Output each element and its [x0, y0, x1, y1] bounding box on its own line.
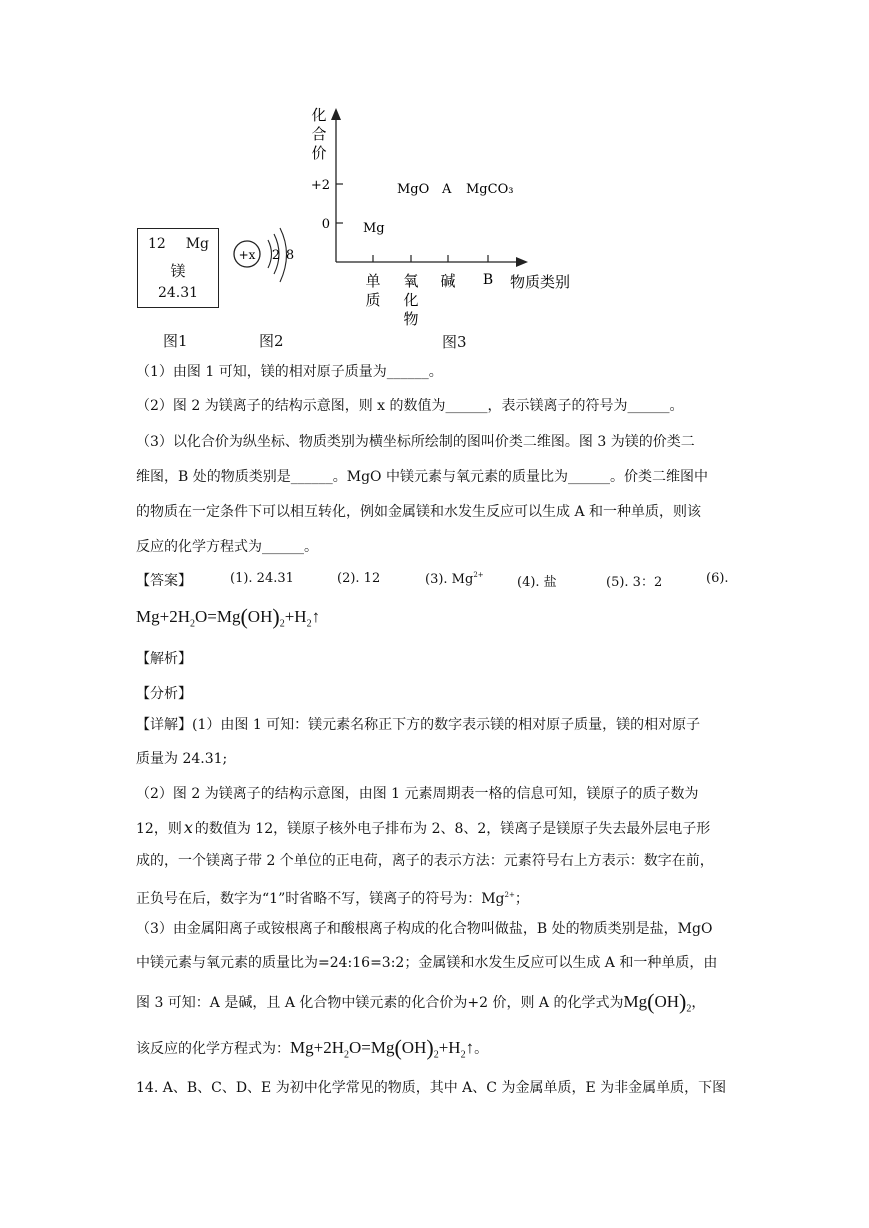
- detail-line-7: （3）由金属阳离子或铵根离子和酸根离子构成的化合物叫做盐，B 处的物质类别是盐，MgO: [136, 921, 713, 937]
- x-category-2-char-1: 氧: [403, 272, 419, 290]
- x-axis-label: 物质类别: [510, 273, 571, 291]
- y-axis-label-char-3: 价: [311, 144, 327, 162]
- x-category-2-char-2: 化: [403, 291, 419, 309]
- x-category-3: 碱: [440, 272, 456, 290]
- x-category-4: B: [482, 272, 494, 288]
- question-3-line-2: 维图，B 处的物质类别是______。MgO 中镁元素与氧元素的质量比为______。价类二维图中: [136, 469, 708, 485]
- point-mg: Mg: [363, 221, 385, 236]
- detail-line-9: 图 3 可知：A 是碱，且 A 化合物中镁元素的化合价为+2 价，则 A 的化学式为$Mg(OH)_2$，: [136, 989, 706, 1015]
- detail-line-4: 12，则 x 的数值为 12，镁原子核外电子排布为 2、8、2，镁离子是镁原子失去最外层电子形: [136, 818, 711, 837]
- y-axis-label-char-2: 合: [311, 125, 327, 143]
- element-symbol: Mg: [185, 236, 209, 252]
- x-category-1-char-1: 单: [365, 272, 381, 290]
- detail-line-2: 质量为 24.31;: [136, 751, 228, 767]
- answer-label: 【答案】: [136, 573, 192, 589]
- answer-3: (3). $Mg^{2+}$: [425, 571, 484, 587]
- atomic-number: 12: [148, 236, 166, 252]
- figure2-caption: 图2: [259, 332, 284, 350]
- answer-5: (5). 3：2: [606, 575, 663, 590]
- ion-structure-diagram: [228, 226, 308, 306]
- detail-line-6: 正负号在后，数字为“1”时省略不写，镁离子的符号为：$Mg^{2+}$；: [136, 891, 529, 907]
- point-a: A: [442, 182, 452, 197]
- answer-1: (1). 24.31: [230, 571, 294, 586]
- point-mgco3: MgCO₃: [466, 182, 514, 197]
- shell-2-electrons: 8: [285, 248, 295, 263]
- y-axis-arrow: [331, 108, 341, 120]
- y-tick-zero-label: 0: [321, 217, 330, 232]
- question-2: （2）图 2 为镁离子的结构示意图，则 x 的数值为______，表示镁离子的符号为______。: [136, 398, 684, 414]
- point-mgo: MgO: [397, 182, 430, 197]
- nucleus-charge: +x: [238, 248, 256, 262]
- valence-category-chart: [300, 100, 600, 350]
- shell-1-electrons: 2: [271, 248, 281, 263]
- detail-line-10: 该反应的化学方程式为：$Mg+2H_2O=Mg(OH)_2+H_2↑$。: [136, 1035, 489, 1061]
- atomic-mass: 24.31: [157, 285, 199, 301]
- y-axis-label-char-1: 化: [311, 106, 327, 124]
- x-axis-arrow: [516, 257, 528, 267]
- figure1-caption: 图1: [163, 332, 188, 350]
- detail-line-5: 成的，一个镁离子带 2 个单位的正电荷，离子的表示方法：元素符号右上方表示：数字在前，: [136, 853, 714, 869]
- answer-6-equation: $Mg+2H_2O=Mg(OH)_2+H_2↑$: [136, 604, 321, 630]
- y-tick-plus2-label: +2: [310, 178, 330, 193]
- element-name: 镁: [170, 262, 186, 280]
- answer-4: (4). 盐: [517, 575, 557, 590]
- question-3-line-3: 的物质在一定条件下可以相互转化，例如金属镁和水发生反应可以生成 A 和一种单质，则该: [136, 504, 702, 520]
- x-category-1-char-2: 质: [365, 291, 381, 309]
- fenxi-heading: 【分析】: [136, 686, 192, 702]
- detail-line-8: 中镁元素与氧元素的质量比为=24:16=3:2；金属镁和水发生反应可以生成 A 和一种单质，由: [136, 955, 718, 971]
- periodic-cell-magnesium: [137, 228, 219, 308]
- analysis-heading: 【解析】: [136, 651, 192, 667]
- figure3-caption: 图3: [442, 333, 467, 351]
- question-14: 14. A、B、C、D、E 为初中化学常见的物质，其中 A、C 为金属单质，E 为非金属单质，下图: [136, 1080, 727, 1096]
- answer-6: (6).: [706, 571, 729, 586]
- question-3-line-1: （3）以化合价为纵坐标、物质类别为横坐标所绘制的图叫价类二维图。图 3 为镁的价类二: [136, 434, 695, 450]
- answer-2: (2). 12: [337, 571, 381, 586]
- detail-line-3: （2）图 2 为镁离子的结构示意图，由图 1 元素周期表一格的信息可知，镁原子的质子数为: [136, 786, 699, 802]
- question-3-line-4: 反应的化学方程式为______。: [136, 539, 318, 555]
- x-category-2-char-3: 物: [403, 310, 419, 328]
- question-1: （1）由图 1 可知，镁的相对原子质量为______。: [136, 364, 443, 380]
- detail-line-1: 【详解】(1）由图 1 可知：镁元素名称正下方的数字表示镁的相对原子质量，镁的相对原子: [136, 717, 701, 733]
